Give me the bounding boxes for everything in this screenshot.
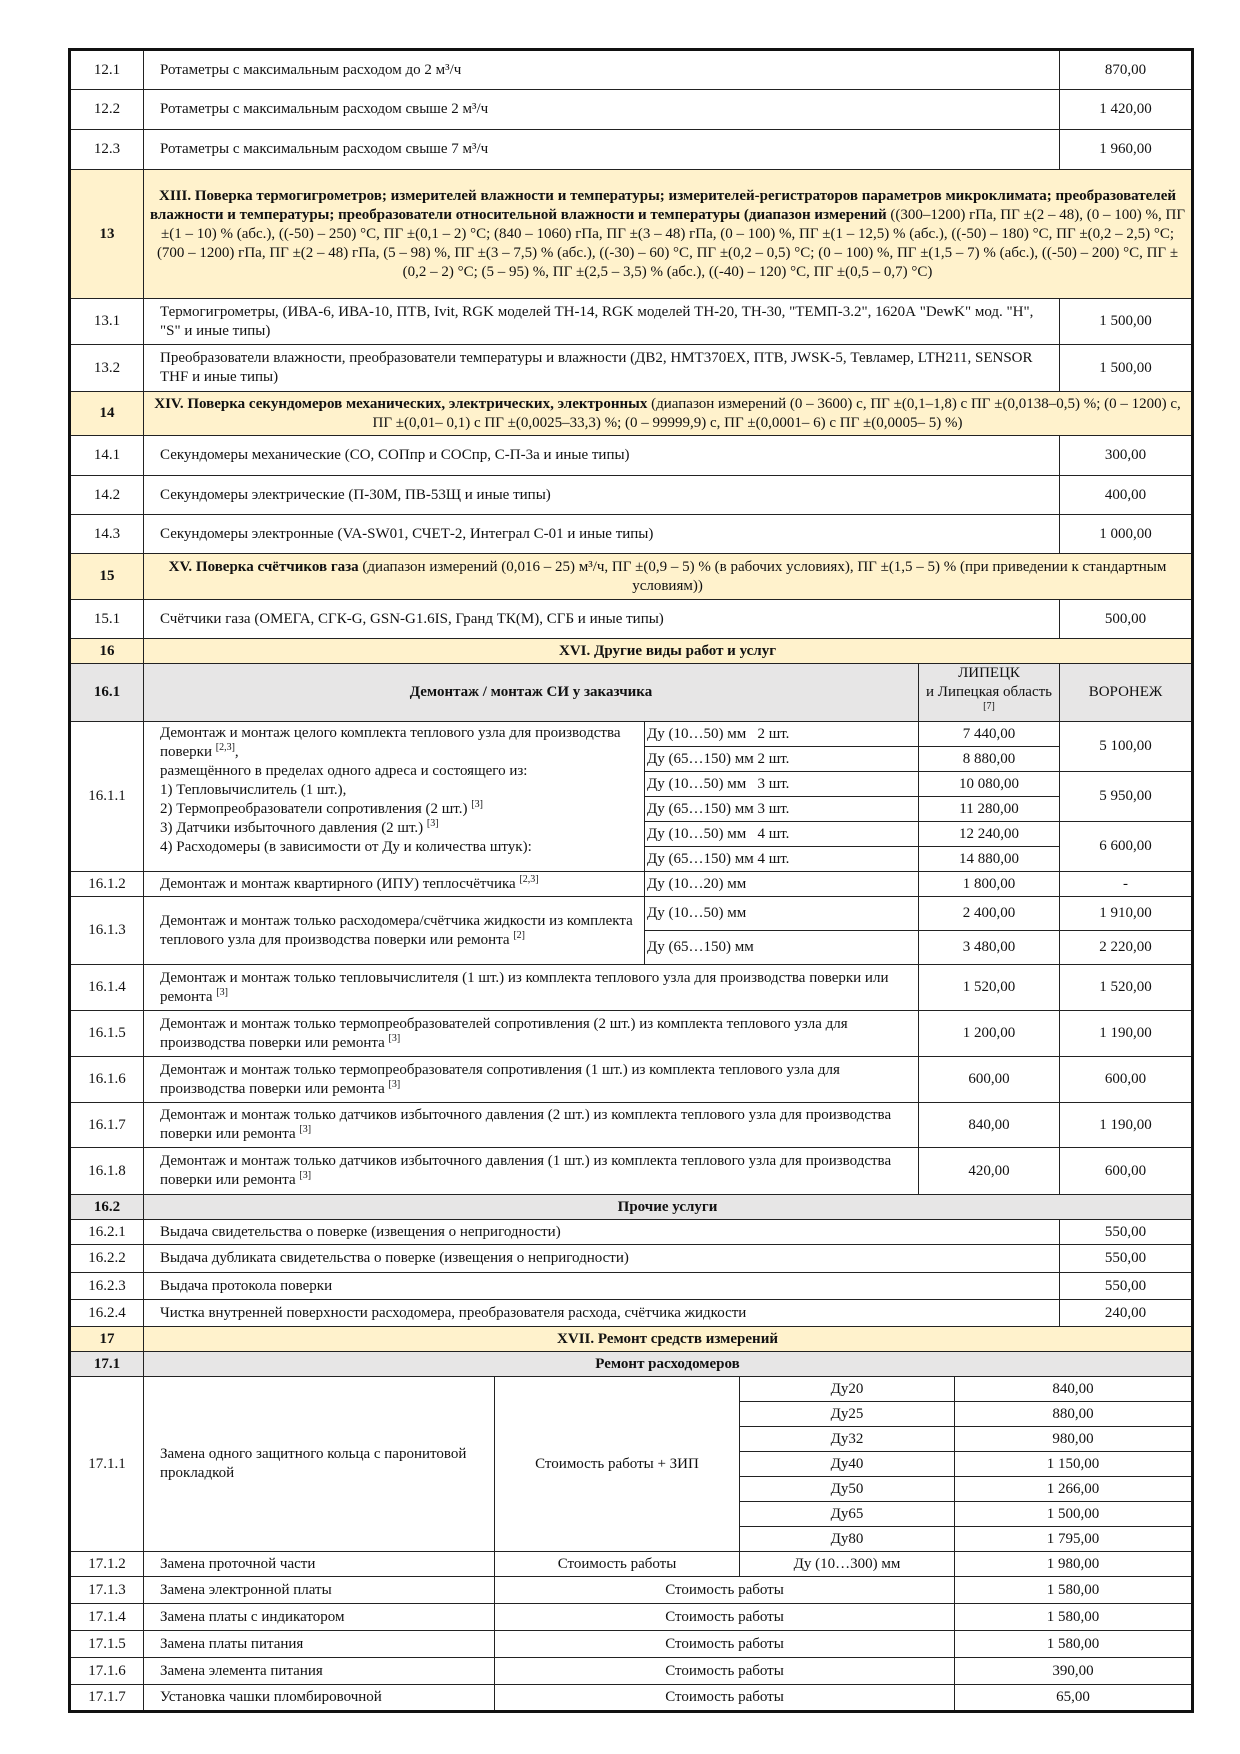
table-row (70, 1148, 1193, 1195)
row-number: 12.1 (70, 50, 144, 90)
row-name-text: Демонтаж и монтаж только датчиков избыточного давления (2 шт.) из комплекта теплового узла для производства поверки или ремонта (160, 1107, 892, 1142)
section-title-bold: XIV. Поверка секундомеров механических, электрических, электронных (154, 395, 648, 412)
subsection-header (70, 1352, 1193, 1377)
du-size: Ду32 (740, 1427, 955, 1452)
row-number: 16.2.4 (70, 1300, 144, 1327)
row-number: 16.1.2 (70, 872, 144, 897)
section-header (70, 554, 1193, 600)
footnote-ref: [2,3] (215, 742, 235, 753)
row-price: 550,00 (1060, 1273, 1193, 1300)
du-size: Ду20 (740, 1377, 955, 1402)
table-row (70, 897, 1193, 931)
price-voronezh: 2 220,00 (1060, 931, 1193, 965)
price-voronezh: 1 190,00 (1060, 1011, 1193, 1057)
price-voronezh: 5 100,00 (1060, 722, 1193, 772)
cost-type: Стоимость работы (495, 1604, 955, 1631)
row-name: Чистка внутренней поверхности расходомера, преобразователя расхода, счётчика жидкости (144, 1300, 1060, 1327)
subsection-number: 16.1 (70, 664, 144, 722)
row-price: 1 580,00 (955, 1631, 1193, 1658)
row-name: Замена платы питания (144, 1631, 495, 1658)
row-name: Замена электронной платы (144, 1577, 495, 1604)
du-size: Ду65 (740, 1502, 955, 1527)
table-row (70, 1245, 1193, 1273)
row-number: 13.1 (70, 299, 144, 345)
row-price: 65,00 (955, 1685, 1193, 1712)
row-number: 12.3 (70, 130, 144, 170)
row-price: 880,00 (955, 1402, 1193, 1427)
row-name (144, 897, 645, 965)
price-lipetsk: 3 480,00 (919, 931, 1060, 965)
row-name: Замена платы с индикатором (144, 1604, 495, 1631)
row-name: Термогигрометры, (ИВА-6, ИВА-10, ПТВ, Ivit, RGK моделей ТН-14, RGK моделей ТН-20, ТН-30, "ТЕМП-3.2", 1620А "DewK" мод. "H", "S" и иные типы) (144, 299, 1060, 345)
subsection-header (70, 1195, 1193, 1220)
table-row (70, 1273, 1193, 1300)
row-name (144, 965, 919, 1011)
price-lipetsk: 840,00 (919, 1103, 1060, 1148)
row-name: Замена проточной части (144, 1552, 495, 1577)
section-number: 13 (70, 170, 144, 299)
component-item: 2) Термопреобразователи сопротивления (2 шт.) (160, 801, 468, 817)
row-number: 16.2.3 (70, 1273, 144, 1300)
subsection-title: Демонтаж / монтаж СИ у заказчика (144, 664, 919, 722)
row-name: Счётчики газа (ОМЕГА, СГК-G, GSN-G1.6IS, Гранд ТК(М), СГБ и иные типы) (144, 600, 1060, 639)
row-number: 16.1.4 (70, 965, 144, 1011)
price-voronezh: - (1060, 872, 1193, 897)
lipetsk-label: ЛИПЕЦК (958, 665, 1020, 681)
row-name (144, 1011, 919, 1057)
section-header (70, 392, 1193, 436)
footnote-ref: [3] (216, 986, 228, 998)
section-number: 16 (70, 639, 144, 664)
row-price: 1 500,00 (1060, 299, 1193, 345)
row-price: 1 500,00 (1060, 345, 1193, 392)
subsection-number: 16.2 (70, 1195, 144, 1220)
section-title-bold: XIII. Поверка термогигрометров; измерителей влажности и температуры; измерителей-регистраторов параметров микроклимата; преобразователей влажности и температуры; преобразователи относительной влажности и температуры (диапазон измерений (150, 187, 1177, 223)
row-price: 240,00 (1060, 1300, 1193, 1327)
table-row (70, 1220, 1193, 1245)
row-number: 16.1.5 (70, 1011, 144, 1057)
row-name: Замена одного защитного кольца с паронитовой прокладкой (144, 1377, 495, 1552)
du-size: Ду (10…50) мм 3 шт. (645, 772, 919, 797)
section-number: 15 (70, 554, 144, 600)
row-name-text: Демонтаж и монтаж только термопреобразователя сопротивления (1 шт.) из комплекта теплового узла для производства поверки или ремонта (160, 1061, 840, 1097)
price-voronezh: 600,00 (1060, 1148, 1193, 1195)
row-number: 16.1.7 (70, 1103, 144, 1148)
section-header (70, 639, 1193, 664)
row-number: 16.1.8 (70, 1148, 144, 1195)
component-item: 1) Тепловычислитель (1 шт.), (160, 782, 347, 798)
row-name (144, 1057, 919, 1103)
cost-type: Стоимость работы (495, 1685, 955, 1712)
component-item: 4) Расходомеры (в зависимости от Ду и количества штук): (160, 839, 532, 855)
price-lipetsk: 1 520,00 (919, 965, 1060, 1011)
footnote-ref: [2,3] (519, 873, 539, 885)
row-name: Демонтаж и монтаж целого комплекта теплового узла для производства поверки [2,3], размещённого в пределах одного адреса и состоящего из: 1) Тепловычислитель (1 шт.), 2) Термопреобразователи сопротивления (2 шт.) [3] 3) Датчики избыточного давления (2 шт.) [3] 4) Расходомеры (в зависимости от Ду и количества штук): (144, 722, 645, 872)
row-number: 15.1 (70, 600, 144, 639)
table-row (70, 1103, 1193, 1148)
du-size: Ду (10…50) мм 2 шт. (645, 722, 919, 747)
table-row (70, 90, 1193, 130)
price-list-table (68, 48, 1194, 1713)
price-lipetsk: 10 080,00 (919, 772, 1060, 797)
row-name: Преобразователи влажности, преобразователи температуры и влажности (ДВ2, HMT370EX, ПТВ, JWSK-5, Тевламер, LTH211, SENSOR THF и иные типы) (144, 345, 1060, 392)
column-header-lipetsk (919, 664, 1060, 722)
section-title (144, 392, 1193, 436)
price-voronezh: 1 190,00 (1060, 1103, 1193, 1148)
table-row (70, 476, 1193, 515)
row-name-line: Демонтаж и монтаж целого комплекта теплового узла для производства поверки (160, 725, 621, 760)
row-name: Секундомеры электронные (VA-SW01, СЧЕТ-2, Интеграл С-01 и иные типы) (144, 515, 1060, 554)
table-row (70, 1577, 1193, 1604)
row-name (144, 872, 645, 897)
row-price: 400,00 (1060, 476, 1193, 515)
column-header-voronezh: ВОРОНЕЖ (1060, 664, 1193, 722)
du-size: Ду50 (740, 1477, 955, 1502)
table-row (70, 345, 1193, 392)
section-title (144, 170, 1193, 299)
row-name (144, 1103, 919, 1148)
table-row (70, 872, 1193, 897)
du-size: Ду25 (740, 1402, 955, 1427)
row-name: Ротаметры с максимальным расходом свыше 2 м³/ч (144, 90, 1060, 130)
price-lipetsk: 1 800,00 (919, 872, 1060, 897)
row-name (144, 1148, 919, 1195)
price-lipetsk: 420,00 (919, 1148, 1060, 1195)
row-number: 17.1.6 (70, 1658, 144, 1685)
table-row (70, 600, 1193, 639)
row-number: 14.3 (70, 515, 144, 554)
row-number: 14.2 (70, 476, 144, 515)
price-voronezh: 5 950,00 (1060, 772, 1193, 822)
subsection-title: Прочие услуги (144, 1195, 1193, 1220)
row-price: 1 580,00 (955, 1604, 1193, 1631)
row-number: 12.2 (70, 90, 144, 130)
cost-type: Стоимость работы (495, 1631, 955, 1658)
section-number: 14 (70, 392, 144, 436)
table-row (70, 1300, 1193, 1327)
table-row (70, 515, 1193, 554)
du-size: Ду (65…150) мм 4 шт. (645, 847, 919, 872)
row-number: 16.2.2 (70, 1245, 144, 1273)
cost-type: Стоимость работы + ЗИП (495, 1377, 740, 1552)
row-name: Секундомеры механические (СО, СОПпр и СОСпр, С-П-3а и иные типы) (144, 436, 1060, 476)
subsection-header (70, 664, 1193, 722)
section-title: XVI. Другие виды работ и услуг (144, 639, 1193, 664)
row-name: Ротаметры с максимальным расходом до 2 м³/ч (144, 50, 1060, 90)
row-price: 870,00 (1060, 50, 1193, 90)
row-name: Выдача свидетельства о поверке (извещения о непригодности) (144, 1220, 1060, 1245)
row-number: 14.1 (70, 436, 144, 476)
price-lipetsk: 1 200,00 (919, 1011, 1060, 1057)
footnote-ref: [3] (388, 1032, 401, 1044)
section-title-detail: ((300–1200) гПа, ПГ ±(2 – 48), (0 – 100) %, ПГ ±(1 – 10) % (абс.), ((-50) – 250) °С, ПГ ±(0,1 – 2) °С; (840 – 1060) гПа, ПГ ±(3 – 48) гПа, (0 – 100) %, ПГ ±(1 – 12,5) % (абс.), ((-50) – 180) °С, ПГ ±(0,2 – 2,5) °С; (700 – 1200) гПа, ПГ ±(2 – 48) гПа, (5 – 98) %, ПГ ±(3 – 7,5) % (абс.), ((-30) – 60) °С, ПГ ±(0,2 – 0,5) °С; (0 – 100) %, ПГ ±(1,5 – 7) % (абс.), ((-50) – 200) °С, ПГ ±(0,2 – 2) °С; (5 – 95) %, ПГ ±(2,5 – 3,5) % (абс.), ((-40) – 120) °С, ПГ ±(0,5 – 0,7) °С) (156, 206, 1185, 280)
footnote-ref: [3] (388, 1078, 401, 1090)
row-price: 980,00 (955, 1427, 1193, 1452)
row-number: 16.1.1 (70, 722, 144, 872)
row-number: 13.2 (70, 345, 144, 392)
row-name-line: размещённого в пределах одного адреса и состоящего из: (160, 763, 528, 779)
row-number: 17.1.3 (70, 1577, 144, 1604)
price-lipetsk: 8 880,00 (919, 747, 1060, 772)
footnote-ref: [3] (471, 799, 483, 810)
row-name: Выдача дубликата свидетельства о поверке (извещения о непригодности) (144, 1245, 1060, 1273)
row-name-text: Демонтаж и монтаж квартирного (ИПУ) теплосчётчика (160, 875, 516, 892)
du-size: Ду40 (740, 1452, 955, 1477)
row-name: Выдача протокола поверки (144, 1273, 1060, 1300)
row-price: 550,00 (1060, 1220, 1193, 1245)
row-price: 300,00 (1060, 436, 1193, 476)
lipetsk-region-label: и Липецкая область (926, 684, 1053, 700)
table-row (70, 1057, 1193, 1103)
table-row (70, 50, 1193, 90)
du-size: Ду (65…150) мм (645, 931, 919, 965)
section-title-detail: (диапазон измерений (0,016 – 25) м³/ч, ПГ ±(0,9 – 5) % (в рабочих условиях), ПГ ±(1,5 – 5) % (при приведении к стандартным условиям)) (358, 558, 1167, 594)
row-price: 840,00 (955, 1377, 1193, 1402)
row-price: 1 980,00 (955, 1552, 1193, 1577)
row-number: 17.1.7 (70, 1685, 144, 1712)
price-lipetsk: 14 880,00 (919, 847, 1060, 872)
row-price: 1 150,00 (955, 1452, 1193, 1477)
table-row (70, 722, 1193, 747)
section-number: 17 (70, 1327, 144, 1352)
row-price: 550,00 (1060, 1245, 1193, 1273)
subsection-number: 17.1 (70, 1352, 144, 1377)
table-row (70, 130, 1193, 170)
price-lipetsk: 12 240,00 (919, 822, 1060, 847)
table-row (70, 299, 1193, 345)
price-voronezh: 600,00 (1060, 1057, 1193, 1103)
row-name: Установка чашки пломбировочной (144, 1685, 495, 1712)
section-header (70, 170, 1193, 299)
cost-type: Стоимость работы (495, 1552, 740, 1577)
row-number: 17.1.5 (70, 1631, 144, 1658)
table-row (70, 1552, 1193, 1577)
row-number: 17.1.4 (70, 1604, 144, 1631)
footnote-ref: [3] (299, 1124, 312, 1135)
row-name-text: Демонтаж и монтаж только расходомера/счётчика жидкости из комплекта теплового узла для производства поверки или ремонта (160, 912, 633, 948)
du-size: Ду (10…300) мм (740, 1552, 955, 1577)
row-price: 1 960,00 (1060, 130, 1193, 170)
footnote-ref: [3] (426, 818, 439, 829)
row-name: Секундомеры электрические (П-30М, ПВ-53Щ и иные типы) (144, 476, 1060, 515)
row-price: 1 266,00 (955, 1477, 1193, 1502)
cost-type: Стоимость работы (495, 1577, 955, 1604)
row-price: 500,00 (1060, 600, 1193, 639)
row-price: 1 000,00 (1060, 515, 1193, 554)
row-number: 17.1.1 (70, 1377, 144, 1552)
row-name-text: Демонтаж и монтаж только тепловычислителя (1 шт.) из комплекта теплового узла для производства поверки или ремонта (160, 969, 889, 1005)
table-row (70, 1011, 1193, 1057)
table-row (70, 436, 1193, 476)
section-title: XVII. Ремонт средств измерений (144, 1327, 1193, 1352)
row-number: 16.2.1 (70, 1220, 144, 1245)
row-price: 1 580,00 (955, 1577, 1193, 1604)
footnote-ref: [2] (513, 929, 526, 941)
subsection-title: Ремонт расходомеров (144, 1352, 1193, 1377)
price-lipetsk: 2 400,00 (919, 897, 1060, 931)
du-size: Ду (10…20) мм (645, 872, 919, 897)
section-title-detail: (диапазон измерений (0 – 3600) с, ПГ ±(0,1–1,8) с ПГ ±(0,0138–0,5) %; (0 – 1200) с, ПГ ±(0,01– 0,1) с ПГ ±(0,0025–33,3) %; (0 – 99999,9) с, ПГ ±(0,0001– 6) с ПГ ±(0,0005– 5) %) (372, 395, 1181, 431)
price-lipetsk: 600,00 (919, 1057, 1060, 1103)
row-price: 1 500,00 (955, 1502, 1193, 1527)
price-voronezh: 1 520,00 (1060, 965, 1193, 1011)
footnote-ref: [3] (299, 1170, 312, 1181)
table-row (70, 1604, 1193, 1631)
component-item: 3) Датчики избыточного давления (2 шт.) (160, 820, 424, 836)
du-size: Ду80 (740, 1527, 955, 1552)
price-voronezh: 1 910,00 (1060, 897, 1193, 931)
row-name: Замена элемента питания (144, 1658, 495, 1685)
price-lipetsk: 11 280,00 (919, 797, 1060, 822)
row-name-text: Демонтаж и монтаж только датчиков избыточного давления (1 шт.) из комплекта теплового узла для производства поверки или ремонта (160, 1153, 892, 1188)
table-row (70, 1377, 1193, 1402)
section-title-bold: XV. Поверка счётчиков газа (168, 558, 359, 575)
section-title (144, 554, 1193, 600)
row-price: 1 420,00 (1060, 90, 1193, 130)
table-row (70, 1658, 1193, 1685)
table-row (70, 965, 1193, 1011)
row-name: Ротаметры с максимальным расходом свыше 7 м³/ч (144, 130, 1060, 170)
row-price: 1 795,00 (955, 1527, 1193, 1552)
row-price: 390,00 (955, 1658, 1193, 1685)
du-size: Ду (10…50) мм 4 шт. (645, 822, 919, 847)
cost-type: Стоимость работы (495, 1658, 955, 1685)
footnote-ref: [7] (983, 701, 995, 712)
row-name-text: Демонтаж и монтаж только термопреобразователей сопротивления (2 шт.) из комплекта теплового узла для производства поверки или ремонта (160, 1015, 848, 1051)
section-header (70, 1327, 1193, 1352)
price-voronezh: 6 600,00 (1060, 822, 1193, 872)
du-size: Ду (65…150) мм 3 шт. (645, 797, 919, 822)
table-row (70, 1631, 1193, 1658)
du-size: Ду (65…150) мм 2 шт. (645, 747, 919, 772)
row-number: 16.1.3 (70, 897, 144, 965)
price-lipetsk: 7 440,00 (919, 722, 1060, 747)
table-row (70, 1685, 1193, 1712)
du-size: Ду (10…50) мм (645, 897, 919, 931)
row-number: 16.1.6 (70, 1057, 144, 1103)
row-number: 17.1.2 (70, 1552, 144, 1577)
